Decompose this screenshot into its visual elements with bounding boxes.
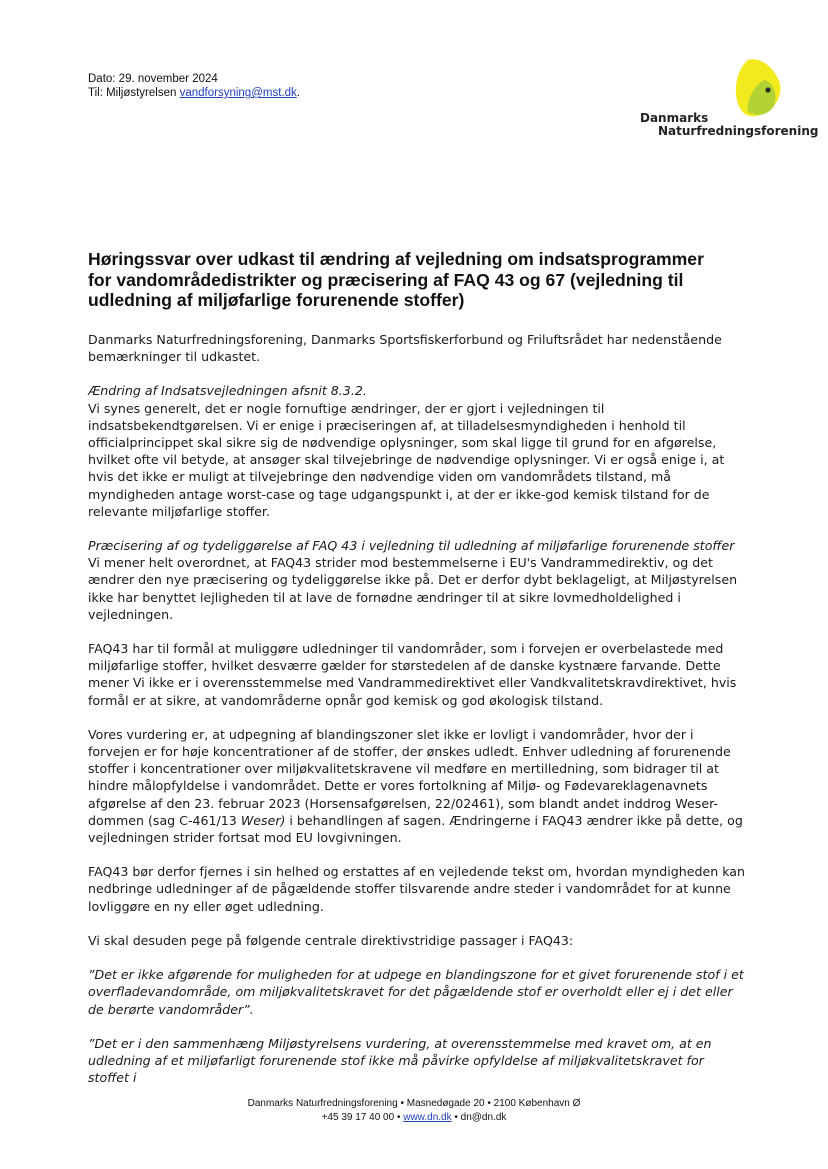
paragraph-faq43-purpose: FAQ43 har til formål at muliggøre udledninger til vandområder, som i forvejen er overbelastede med miljøfarlige stoffer, hvilket desværre gælder for størstedelen af de danske kystnære farvande. Dette mener Vi ikke er i overensstemmelse med Vandrammedirektivet eller Vandkvalitetskravdirektivet, hvis formål er at sikre, at vandområderne opnår god kemisk og god økologisk tilstand. [88, 641, 737, 708]
letter-body [88, 331, 748, 1098]
footer-org: Danmarks Naturfredningsforening [247, 1098, 398, 1109]
section-1 [88, 382, 748, 520]
paragraph-passages-intro: Vi skal desuden pege på følgende centrale direktivstridige passager i FAQ43: [88, 932, 574, 948]
date-line: Dato: 29. november 2024 [88, 73, 218, 85]
logo-line-2: Naturfredningsforening [658, 124, 819, 138]
letter-header [88, 72, 300, 100]
paragraph-assessment [88, 726, 748, 846]
section-1-text: Vi synes generelt, det er nogle fornuftige ændringer, der er gjort i vejledningen til indsatsbekendtgørelsen. Vi er enige i præciseringen af, at tilladelsesmyndigheden i henhold til officialprincippet skal sikre sig de nødvendige oplysninger, som skal ligge til grund for en afgørelse, hvilket ofte vil betyde, at ansøger skal tilvejebringe de nødvendige oplysninger. Vi er også enige i, at hvis det ikke er muligt at tilvejebringe den nødvendige viden om vandområdets tilstand, må myndigheden antage worst-case og tage udgangspunkt i, at der er ikke-god kemisk tilstand for de relevante miljøfarlige stoffer. [88, 400, 725, 519]
quote-2: ”Det er i den sammenhæng Miljøstyrelsens vurdering, at overensstemmelse med kravet om, at en udledning af et miljøfarligt forurenende stof ikke må påvirke opfyldelse af miljøkvalitetskravet for stoffet i [88, 1035, 712, 1086]
document-title: Høringssvar over udkast til ændring af vejledning om indsatsprogrammer for vandområdedistrikter og præcisering af FAQ 43 og 67 (vejledning til udledning af miljøfarlige forurenende stoffer) [88, 249, 704, 310]
weser-reference: Weser) [240, 812, 286, 828]
footer-address: Masnedøgade 20 [406, 1098, 485, 1109]
footer-email: dn@dn.dk [460, 1112, 507, 1123]
recipient-suffix: . [296, 87, 300, 99]
quote-1: ”Det er ikke afgørende for muligheden for at udpege en blandingszone for et givet forurenende stof i et overfladevandområde, om miljøkvalitetskravet for det pågældende stof er overholdt eller ej i det eller de berørte vandområder”. [88, 967, 744, 1017]
footer-line-2: +45 39 17 40 00 • www.dn.dk • dn@dn.dk [321, 1112, 507, 1123]
intro-paragraph: Danmarks Naturfredningsforening, Danmarks Sportsfiskerforbund og Friluftsrådet har nedenstående bemærkninger til udkastet. [88, 332, 722, 365]
logo-line-1: Danmarks [640, 111, 709, 125]
footer-city: 2100 København Ø [493, 1098, 581, 1109]
paragraph-remove-faq43: FAQ43 bør derfor fjernes i sin helhed og erstattes af en vejledende tekst om, hvordan myndigheden kan nedbringe udledninger af de pågældende stoffer tilsvarende andre steder i vandområdet for at kunne lovliggøre en ny eller øget udledning. [88, 864, 745, 914]
section-1-heading: Ændring af Indsatsvejledningen afsnit 8.3.2. [88, 383, 367, 399]
section-2 [88, 537, 748, 623]
section-2-text: Vi mener helt overordnet, at FAQ43 strider mod bestemmelserne i EU's Vandrammedirektiv, og det ændrer den nye præcisering og tydeliggørelse ikke på. Det er derfor dybt beklageligt, at Miljøstyrelsen ikke har benyttet lejligheden til at lave de fornødne ændringer til at sikre lovmedholdelighed i vejledningen. [88, 555, 738, 622]
paragraph-assessment-b: i behandlingen af sagen. Ændringerne i FAQ43 ændrer ikke på dette, og vejledningen strider fortsat mod EU lovgivningen. [88, 812, 743, 846]
footer-line-1: Danmarks Naturfredningsforening • Masnedøgade 20 • 2100 København Ø [247, 1098, 581, 1109]
recipient-email-link[interactable]: vandforsyning@mst.dk [179, 87, 297, 99]
footer-web-link[interactable]: www.dn.dk [403, 1112, 452, 1123]
recipient-prefix: Til: Miljøstyrelsen [88, 87, 180, 99]
letter-footer [0, 1097, 828, 1125]
logo-wordmark [640, 112, 818, 138]
logo-dot [765, 87, 770, 92]
footer-phone: +45 39 17 40 00 [321, 1112, 395, 1123]
paragraph-assessment-a: Vores vurdering er, at udpegning af blandingszoner slet ikke er lovligt i vandområder, hvor der i forvejen er for høje koncentrationer af de stoffer, der ønskes udledt. Enhver udledning af forurenende stoffer i koncentrationer over miljøkvalitetskravene vil medføre en mertilledning, som bidrager til at hindre målopfyldelse i vandområdet. Dette er vores fortolkning af Miljø- og Fødevareklagenavnets afgørelse af den 23. februar 2023 (Horsensafgørelsen, 22/02461), som blandt andet inddrog Weser-dommen (sag C-461/13 [88, 726, 731, 828]
section-2-heading: Præcisering af og tydeliggørelse af FAQ 43 i vejledning til udledning af miljøfarlige forurenende stoffer [88, 538, 735, 554]
recipient-line [88, 86, 300, 100]
